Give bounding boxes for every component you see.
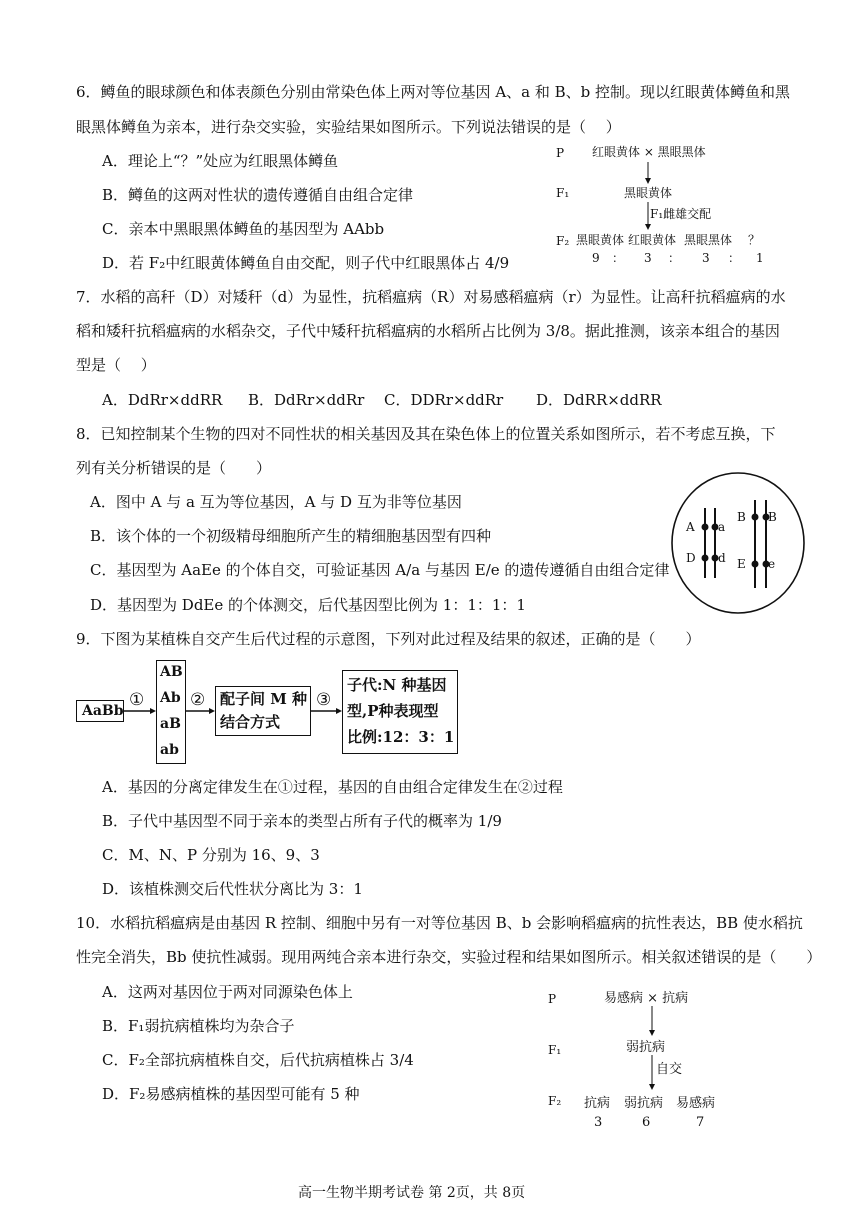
q9-gamete: ab <box>160 742 179 758</box>
q10-option-c: C．F₂全部抗病植株自交，后代抗病植株占 3/4 <box>102 1051 414 1069</box>
q6-stem-line1: 6．鳟鱼的眼球颜色和体表颜色分别由常染色体上两对等位基因 A、a 和 B、b 控制。现以红眼黄体鳟鱼和黑 <box>76 83 791 101</box>
q10-f2-item: 易感病 <box>676 1096 716 1111</box>
q10-f2-count: 6 <box>642 1115 651 1130</box>
q10-stem-line1: 10．水稻抗稻瘟病是由基因 R 控制、细胞中另有一对等位基因 B、b 会影响稻瘟病的抗性表达，BB 使水稻抗 <box>76 914 803 932</box>
q9-step3: ③ <box>316 690 332 710</box>
q6-option-d: D．若 F₂中红眼黄体鳟鱼自由交配，则子代中红眼黑体占 4/9 <box>102 254 510 272</box>
q6-f2-item: 黑眼黑体 <box>684 233 733 247</box>
q6-f2-item: ？ <box>748 233 761 247</box>
q9-stem: 9．下图为某植株自交产生后代过程的示意图，下列对此过程及结果的叙述，正确的是（ ） <box>76 630 701 648</box>
q6-option-a: A．理论上“？”处应为红眼黑体鳟鱼 <box>102 152 339 170</box>
q6-f1: 黑眼黄体 <box>624 186 673 200</box>
q8-option-b: B．该个体的一个初级精母细胞所产生的精细胞基因型有四种 <box>90 527 492 545</box>
q9-gamete: aB <box>160 716 181 732</box>
q10-f2-count: 7 <box>696 1115 705 1130</box>
q6-ratio-value: 3 <box>702 251 710 265</box>
q10-f2-item: 抗病 <box>584 1096 611 1111</box>
q10-f2-count: 3 <box>594 1115 603 1130</box>
q6-f2-item: 红眼黄体 <box>628 233 677 247</box>
q10-f1-note: 自交 <box>656 1062 683 1077</box>
q10-option-a: A．这两对基因位于两对同源染色体上 <box>102 983 353 1001</box>
q9-offspring-line3: 比例:12：3：1 <box>347 728 455 746</box>
q6-option-c: C．亲本中黑眼黑体鳟鱼的基因型为 AAbb <box>102 220 385 238</box>
q9-offspring-line1: 子代:N 种基因 <box>347 676 447 694</box>
q6-ratio-sep: ： <box>668 251 681 265</box>
q6-stem-line2: 眼黑体鳟鱼为亲本，进行杂交实验，实验结果如图所示。下列说法错误的是（ ） <box>76 118 621 136</box>
q7-stem-line1: 7．水稻的高秆（D）对矮秆（d）为显性，抗稻瘟病（R）对易感稻瘟病（r）为显性。让高秆抗稻瘟病的水 <box>76 288 786 306</box>
q9-option-b: B．子代中基因型不同于亲本的类型占所有子代的概率为 1/9 <box>102 812 502 830</box>
q9-step2: ② <box>190 690 206 710</box>
q6-f1-note: F₁雌雄交配 <box>650 207 712 221</box>
q8-option-c: C．基因型为 AaEe 的个体自交，可验证基因 A/a 与基因 E/e 的遗传遵循自由组合定律 <box>90 561 670 579</box>
q8-gene-label: d <box>718 551 726 565</box>
q10-f2-label: F₂ <box>548 1094 562 1108</box>
q6-ratio-sep: ： <box>612 251 625 265</box>
q9-gamete: AB <box>160 664 183 680</box>
q10-stem-line2: 性完全消失，Bb 使抗性减弱。现用两纯合亲本进行杂交，实验过程和结果如图所示。相关叙述错误的是（ ） <box>76 948 822 966</box>
q7-option-a: A．DdRr×ddRR <box>102 391 223 409</box>
q8-gene-label: D <box>686 551 696 565</box>
q10-f1: 弱抗病 <box>626 1040 666 1055</box>
q6-p-cross: 红眼黄体 × 黑眼黑体 <box>592 145 706 159</box>
q6-f2-item: 黑眼黄体 <box>576 233 625 247</box>
q7-option-b: B．DdRr×ddRr <box>248 391 365 409</box>
q9-option-d: D．该植株测交后代性状分离比为 3：1 <box>102 880 363 898</box>
q6-f2-label: F₂ <box>556 234 570 248</box>
q6-ratio-sep: ： <box>728 251 741 265</box>
q8-gene-label: a <box>718 520 726 534</box>
q8-stem-line2: 列有关分析错误的是（ ） <box>76 459 272 477</box>
q8-gene-label: e <box>768 557 776 571</box>
q9-parent: AaBb <box>82 703 124 719</box>
q7-option-d: D．DdRR×ddRR <box>536 391 662 409</box>
page-footer: 高一生物半期考试卷 第 2页，共 8页 <box>298 1185 526 1201</box>
q6-ratio-value: 3 <box>644 251 652 265</box>
q6-ratio-value: 1 <box>756 251 764 265</box>
q10-f2-item: 弱抗病 <box>624 1096 664 1111</box>
q6-ratio-value: 9 <box>592 251 600 265</box>
q7-option-c: C．DDRr×ddRr <box>384 391 504 409</box>
q9-combine-line2: 结合方式 <box>220 713 281 731</box>
q10-option-d: D．F₂易感病植株的基因型可能有 5 种 <box>102 1085 360 1103</box>
q9-combine-line1: 配子间 M 种 <box>220 690 308 708</box>
q10-p-label: P <box>548 992 557 1006</box>
q8-gene-label: A <box>686 520 695 534</box>
q8-option-d: D．基因型为 DdEe 的个体测交，后代基因型比例为 1：1：1：1 <box>90 596 526 614</box>
q9-gamete: Ab <box>160 690 181 706</box>
q7-stem-line2: 稻和矮秆抗稻瘟病的水稻杂交，子代中矮秆抗稻瘟病的水稻所占比例为 3/8。据此推测，该亲本组合的基因 <box>76 322 780 340</box>
q8-gene-label: B <box>737 510 746 524</box>
q7-stem-line3: 型是（ ） <box>76 356 156 374</box>
q8-option-a: A．图中 A 与 a 互为等位基因，A 与 D 互为非等位基因 <box>90 493 462 511</box>
q10-f1-label: F₁ <box>548 1043 562 1057</box>
q9-option-c: C．M、N、P 分别为 16、9、3 <box>102 846 320 864</box>
q9-offspring-line2: 型,P种表现型 <box>347 702 439 720</box>
q8-gene-label: E <box>737 557 746 571</box>
q6-f1-label: F₁ <box>556 186 570 200</box>
q9-step1: ① <box>129 690 145 710</box>
q8-gene-label: B <box>768 510 777 524</box>
q6-p-label: P <box>556 146 565 160</box>
q10-option-b: B．F₁弱抗病植株均为杂合子 <box>102 1017 295 1035</box>
q10-p-cross: 易感病 × 抗病 <box>604 991 689 1006</box>
q8-stem-line1: 8．已知控制某个生物的四对不同性状的相关基因及其在染色体上的位置关系如图所示，若不考虑互换，下 <box>76 425 776 443</box>
q9-option-a: A．基因的分离定律发生在①过程，基因的自由组合定律发生在②过程 <box>102 778 563 796</box>
q6-option-b: B．鳟鱼的这两对性状的遗传遵循自由组合定律 <box>102 186 414 204</box>
